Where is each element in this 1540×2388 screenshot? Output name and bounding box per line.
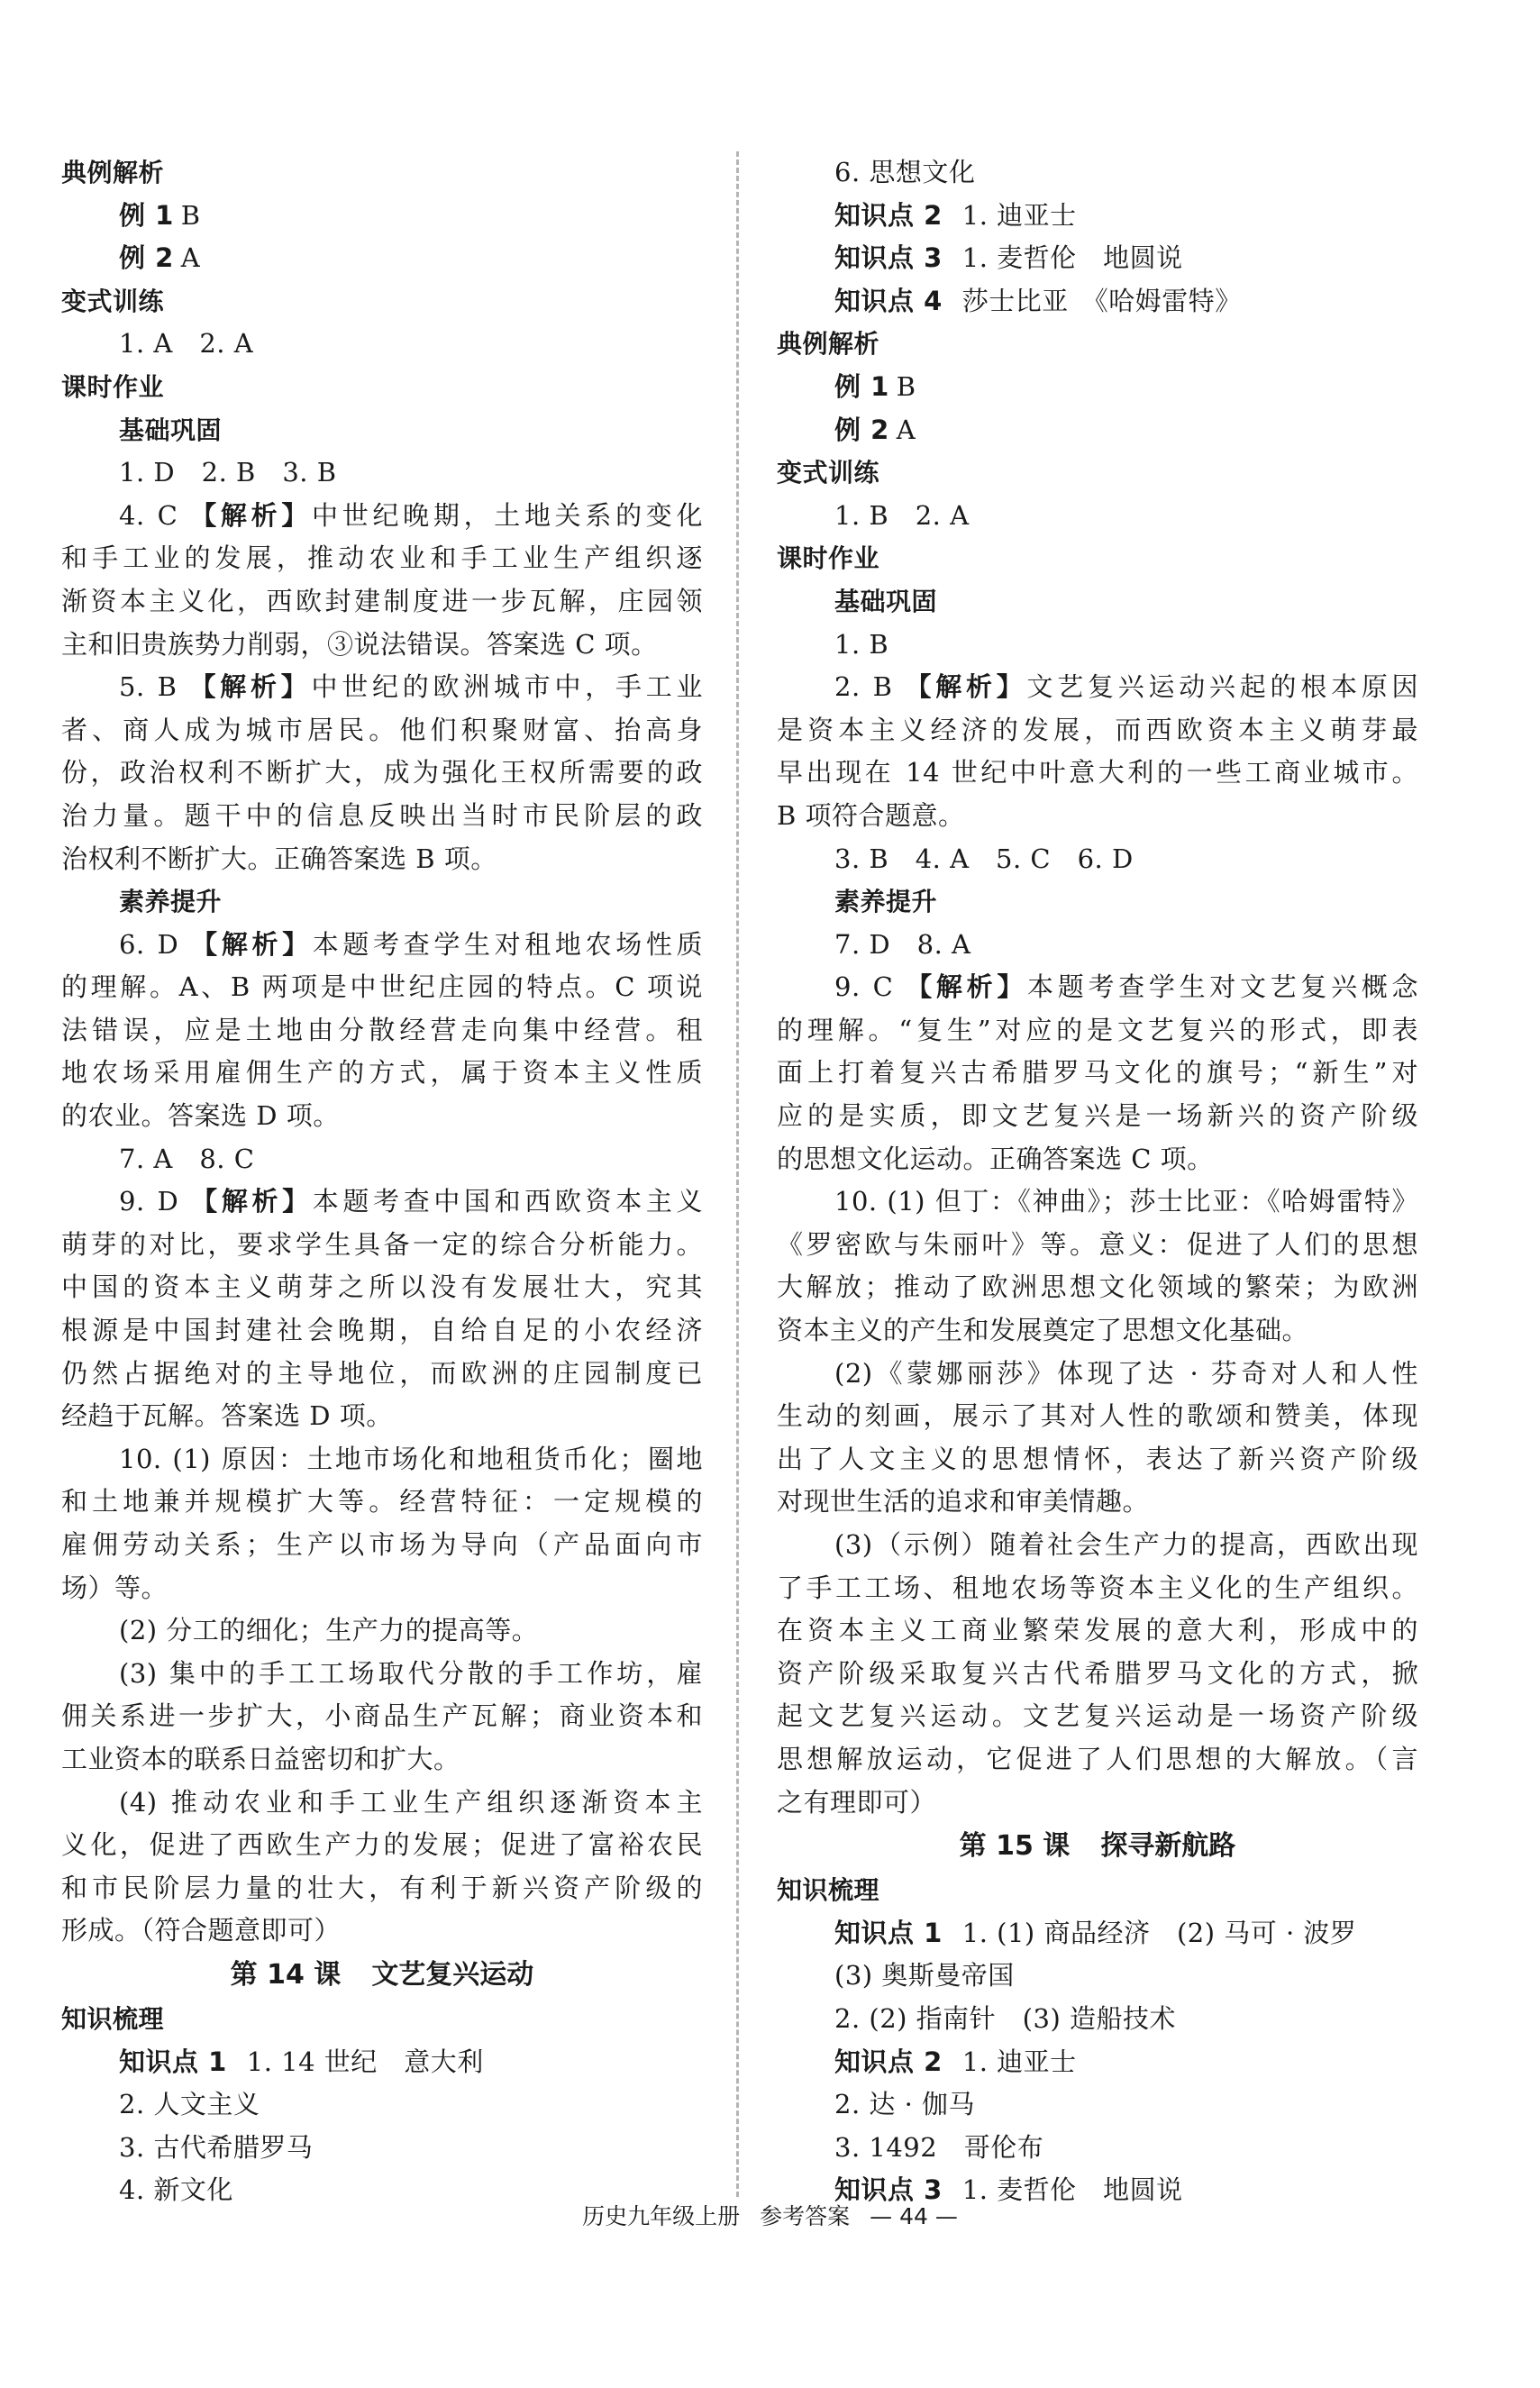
text-line: 是资本主义经济的发展，而西欧资本主义萌芽最 bbox=[777, 714, 1418, 745]
text-line: 2. (2) 指南针 (3) 造船技术 bbox=[834, 2002, 1176, 2034]
question-number: 9. C bbox=[834, 971, 894, 1003]
question-number: 5. B bbox=[119, 671, 178, 703]
text-line: 形成。（符合题意即可） bbox=[61, 1915, 342, 1946]
text-line: 仍然占据绝对的主导地位，而欧洲的庄园制度已 bbox=[61, 1357, 703, 1389]
text-line: 治力量。题干中的信息反映出当时市民阶层的政 bbox=[61, 799, 703, 831]
text-line: 的思想文化运动。正确答案选 C 项。 bbox=[777, 1143, 1214, 1174]
knowledge-point bbox=[777, 280, 1418, 324]
question-first-line bbox=[61, 666, 703, 709]
question-first-line bbox=[61, 1180, 703, 1224]
example-label: 例 2 bbox=[119, 242, 174, 274]
subsection-heading: 素养提升 bbox=[119, 887, 223, 917]
question-first-line bbox=[777, 966, 1418, 1009]
text-line: 根源是中国封建社会晚期，自给自足的小农经济 bbox=[61, 1315, 703, 1346]
text-line: 3. 1492 哥伦布 bbox=[834, 2131, 1044, 2163]
analysis-tag: 【解析】 bbox=[189, 671, 312, 703]
text-line: 应的是实质，即文艺复兴是一场新兴的资产阶级 bbox=[777, 1100, 1418, 1132]
text-line: 和土地兼并规模扩大等。经营特征：一定规模的 bbox=[61, 1486, 703, 1518]
text-line: (4) 推动农业和手工业生产组织逐渐资本主 bbox=[119, 1786, 703, 1818]
answer-value: A bbox=[896, 414, 916, 445]
answer-value: B bbox=[180, 199, 201, 231]
analysis-tag: 【解析】 bbox=[906, 971, 1028, 1003]
page-footer bbox=[0, 2199, 1540, 2235]
analysis-tag: 【解析】 bbox=[191, 928, 313, 960]
text-line: 萌芽的对比，要求学生具备一定的综合分析能力。 bbox=[61, 1228, 703, 1260]
answer-line: 7. D 8. A bbox=[834, 928, 971, 960]
text-line: 1. 迪亚士 bbox=[961, 2046, 1077, 2077]
example-label: 例 1 bbox=[119, 199, 174, 231]
text-line: 1. 麦哲伦 地圆说 bbox=[961, 2174, 1183, 2206]
text-line: 生动的刻画，展示了其对人性的歌颂和赞美，体现 bbox=[777, 1400, 1418, 1432]
answer-line: 3. B 4. A 5. C 6. D bbox=[834, 843, 1134, 874]
text-line: 份，政治权利不断扩大，成为强化王权所需要的政 bbox=[61, 757, 703, 788]
text-line: 佣关系进一步扩大，小商品生产瓦解；商业资本和 bbox=[61, 1700, 703, 1732]
lesson-number: 第 14 课 bbox=[230, 1958, 342, 1991]
text-line: 之有理即可） bbox=[777, 1786, 937, 1818]
lesson-title bbox=[61, 1953, 703, 1998]
example-answer bbox=[61, 195, 703, 238]
example-answer bbox=[777, 366, 1418, 409]
text-line: 1. 14 世纪 意大利 bbox=[246, 2046, 484, 2077]
text-line: (2) 分工的细化；生产力的提高等。 bbox=[119, 1615, 539, 1646]
section-heading: 知识梳理 bbox=[777, 1875, 880, 1906]
text-line: 了手工工场、租地农场等资本主义化的生产组织。 bbox=[777, 1572, 1418, 1603]
text-line: 大解放；推动了欧洲思想文化领域的繁荣；为欧洲 bbox=[777, 1271, 1418, 1303]
text-line: 10. (1) 原因：土地市场化和地租货币化；圈地 bbox=[119, 1443, 703, 1474]
answer-value: B bbox=[896, 370, 916, 402]
lesson-name: 文艺复兴运动 bbox=[371, 1958, 534, 1991]
text-line: 的理解。A、B 两项是中世纪庄园的特点。C 项说 bbox=[61, 971, 703, 1003]
knowledge-point bbox=[777, 237, 1418, 280]
text-line: 资本主义的产生和发展奠定了思想文化基础。 bbox=[777, 1315, 1309, 1346]
text-line: 的农业。答案选 D 项。 bbox=[61, 1100, 340, 1132]
text-line: 2. 人文主义 bbox=[119, 2089, 260, 2120]
answer-line: 1. A 2. A bbox=[119, 328, 254, 360]
left-column bbox=[61, 151, 703, 2212]
text-line: 场）等。 bbox=[61, 1572, 169, 1603]
text-line: 中世纪的欧洲城市中，手工业 bbox=[311, 671, 703, 703]
text-line: 面上打着复兴古希腊罗马文化的旗号；“新生”对 bbox=[777, 1057, 1418, 1089]
text-line: (3)（示例）随着社会生产力的提高，西欧出现 bbox=[834, 1529, 1418, 1560]
text-line: 的理解。“复生”对应的是文艺复兴的形式，即表 bbox=[777, 1014, 1418, 1045]
knowledge-point-label: 知识点 4 bbox=[834, 285, 943, 316]
text-line: 1. 麦哲伦 地圆说 bbox=[961, 242, 1183, 274]
text-line: 中世纪晚期，土地关系的变化 bbox=[312, 499, 703, 531]
text-line: 资产阶级采取复兴古代希腊罗马文化的方式，掀 bbox=[777, 1657, 1418, 1689]
section-heading: 变式训练 bbox=[61, 286, 165, 316]
answer-line: 7. A 8. C bbox=[119, 1143, 255, 1174]
text-line: 3. 古代希腊罗马 bbox=[119, 2131, 314, 2163]
text-line: 中国的资本主义萌芽之所以没有发展壮大，究其 bbox=[61, 1271, 703, 1303]
lesson-title bbox=[777, 1824, 1418, 1869]
knowledge-point-label: 知识点 3 bbox=[834, 242, 943, 274]
section-heading: 知识梳理 bbox=[61, 2003, 165, 2034]
text-line: 地农场采用雇佣生产的方式，属于资本主义性质 bbox=[61, 1057, 703, 1089]
subsection-heading: 基础巩固 bbox=[119, 415, 223, 445]
example-label: 例 1 bbox=[834, 370, 889, 402]
section-heading: 典例解析 bbox=[61, 158, 165, 187]
knowledge-point bbox=[61, 2041, 703, 2084]
section-heading: 典例解析 bbox=[777, 329, 880, 360]
footer-section: 参考答案 bbox=[760, 2203, 851, 2229]
analysis-tag: 【解析】 bbox=[190, 499, 313, 531]
text-line: 思想解放运动，它促进了人们思想的大解放。（言 bbox=[777, 1743, 1418, 1774]
text-line: 出了人文主义的思想情怀，表达了新兴资产阶级 bbox=[777, 1443, 1418, 1474]
text-line: 本题考查中国和西欧资本主义 bbox=[312, 1186, 703, 1217]
text-line: 在资本主义工商业繁荣发展的意大利，形成中的 bbox=[777, 1615, 1418, 1646]
text-line: 6. 思想文化 bbox=[834, 157, 976, 187]
text-line: 《罗密欧与朱丽叶》等。意义：促进了人们的思想 bbox=[777, 1228, 1418, 1260]
answer-value: A bbox=[180, 242, 201, 274]
subsection-heading: 基础巩固 bbox=[834, 586, 938, 616]
lesson-number: 第 15 课 bbox=[959, 1830, 1071, 1863]
text-line: 工业资本的联系日益密切和扩大。 bbox=[61, 1743, 460, 1774]
section-heading: 课时作业 bbox=[777, 543, 880, 574]
knowledge-point-label: 知识点 1 bbox=[119, 2046, 227, 2077]
question-number: 6. D bbox=[119, 928, 179, 960]
question-number: 2. B bbox=[834, 671, 893, 703]
text-line: 治权利不断扩大。正确答案选 B 项。 bbox=[61, 843, 497, 874]
question-first-line bbox=[61, 924, 703, 967]
text-line: 文艺复兴运动兴起的根本原因 bbox=[1026, 671, 1418, 703]
knowledge-point bbox=[777, 195, 1418, 238]
text-line: 主和旧贵族势力削弱，③说法错误。答案选 C 项。 bbox=[61, 628, 658, 660]
text-line: 10. (1) 但丁：《神曲》；莎士比亚：《哈姆雷特》 bbox=[834, 1186, 1418, 1217]
knowledge-point-label: 知识点 2 bbox=[834, 2046, 943, 2077]
example-answer bbox=[777, 409, 1418, 452]
text-line: 对现世生活的追求和审美情趣。 bbox=[777, 1486, 1150, 1518]
text-line: 起文艺复兴运动。文艺复兴运动是一场资产阶级 bbox=[777, 1700, 1418, 1732]
text-line: 经趋于瓦解。答案选 D 项。 bbox=[61, 1400, 393, 1432]
question-first-line bbox=[777, 666, 1418, 709]
page-number: — 44 — bbox=[870, 2203, 958, 2229]
knowledge-point bbox=[777, 1912, 1418, 1955]
text-line: 早出现在 14 世纪中叶意大利的一些工商业城市。 bbox=[777, 757, 1418, 788]
knowledge-point-label: 知识点 3 bbox=[834, 2174, 943, 2206]
knowledge-point-label: 知识点 2 bbox=[834, 199, 943, 231]
lesson-name: 探寻新航路 bbox=[1100, 1830, 1236, 1863]
knowledge-point-label: 知识点 1 bbox=[834, 1917, 943, 1948]
text-line: B 项符合题意。 bbox=[777, 799, 965, 831]
text-line: 1. (1) 商品经济 (2) 马可 · 波罗 bbox=[961, 1917, 1357, 1948]
text-line: (2)《蒙娜丽莎》体现了达 · 芬奇对人和人性 bbox=[834, 1357, 1418, 1389]
text-line: 义化，促进了西欧生产力的发展；促进了富裕农民 bbox=[61, 1829, 703, 1861]
text-line: 本题考查学生对租地农场性质 bbox=[312, 928, 703, 960]
question-first-line bbox=[61, 495, 703, 538]
text-line: 1. 迪亚士 bbox=[961, 199, 1077, 231]
answer-line: 1. B 2. A bbox=[834, 499, 970, 531]
knowledge-point bbox=[777, 2041, 1418, 2084]
text-line: 本题考查学生对文艺复兴概念 bbox=[1027, 971, 1418, 1003]
subsection-heading: 素养提升 bbox=[834, 887, 938, 917]
text-line: 者、商人成为城市居民。他们积聚财富、抬高身 bbox=[61, 714, 703, 745]
analysis-tag: 【解析】 bbox=[191, 1186, 313, 1217]
answer-line: 1. B bbox=[834, 628, 889, 660]
answer-line: 1. D 2. B 3. B bbox=[119, 457, 337, 488]
text-line: 法错误，应是土地由分散经营走向集中经营。租 bbox=[61, 1014, 703, 1045]
section-heading: 变式训练 bbox=[777, 458, 880, 488]
text-line: 莎士比亚 《哈姆雷特》 bbox=[961, 285, 1242, 316]
question-number: 4. C bbox=[119, 499, 178, 531]
text-line: 和市民阶层力量的壮大，有利于新兴资产阶级的 bbox=[61, 1872, 703, 1903]
example-label: 例 2 bbox=[834, 414, 889, 445]
text-line: 2. 达 · 伽马 bbox=[834, 2089, 976, 2120]
right-column bbox=[777, 151, 1418, 2212]
text-line: 雇佣劳动关系；生产以市场为导向（产品面向市 bbox=[61, 1529, 703, 1560]
text-line: 渐资本主义化，西欧封建制度进一步瓦解，庄园领 bbox=[61, 585, 703, 616]
text-line: (3) 集中的手工工场取代分散的手工作坊，雇 bbox=[119, 1657, 703, 1689]
text-line: 4. 新文化 bbox=[119, 2174, 233, 2206]
column-divider bbox=[736, 151, 739, 2197]
section-heading: 课时作业 bbox=[61, 371, 165, 402]
question-number: 9. D bbox=[119, 1186, 179, 1217]
example-answer bbox=[61, 237, 703, 280]
book-title: 历史九年级上册 bbox=[582, 2203, 741, 2229]
text-line: 和手工业的发展，推动农业和手工业生产组织逐 bbox=[61, 542, 703, 574]
text-line: (3) 奥斯曼帝国 bbox=[834, 1960, 1015, 1992]
analysis-tag: 【解析】 bbox=[905, 671, 1027, 703]
